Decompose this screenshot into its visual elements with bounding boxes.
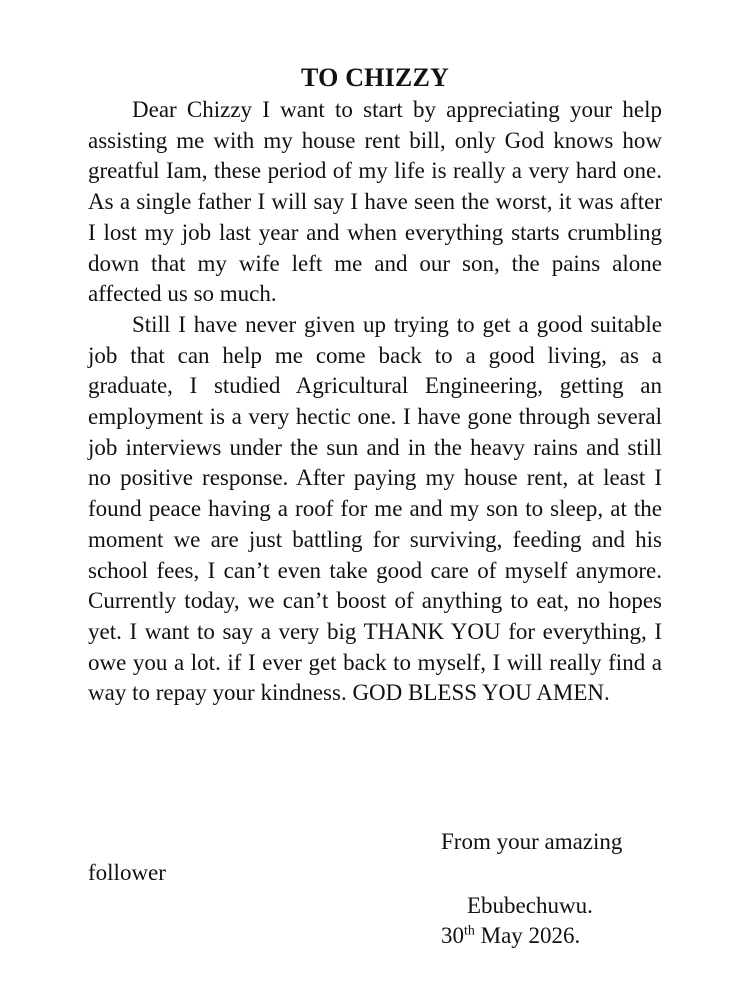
letter-title: TO CHIZZY bbox=[301, 63, 449, 92]
letter-date bbox=[441, 921, 580, 951]
signature: Ebubechuwu. bbox=[467, 893, 593, 918]
closing-line-2: follower bbox=[88, 860, 166, 885]
date-month-year: May 2026. bbox=[474, 923, 581, 948]
closing-line-1: From your amazing bbox=[441, 829, 623, 854]
date-day-suffix: th bbox=[464, 923, 475, 939]
paragraph-2: Still I have never given up trying to get a good suitable job that can help me come back to a good living, as a graduate, I studied Agricultural Engineering, getting an employment is a very hectic one. I have gone through several job interviews under the sun and in the heavy rains and still no positive response. After paying my house rent, at least I found peace having a roof for me and my son to sleep, at the moment we are just battling for surviving, feeding and his school fees, I can’t even take good care of myself anymore. Currently today, we can’t boost of anything to eat, no hopes yet. I want to say a very big THANK YOU for everything, I owe you a lot. if I ever get back to myself, I will really find a way to repay your kindness. GOD BLESS YOU AMEN. bbox=[88, 311, 662, 706]
date-day: 30 bbox=[441, 923, 464, 948]
paragraph-1: Dear Chizzy I want to start by appreciating your help assisting me with my house rent bill, only God knows how greatful Iam, these period of my life is really a very hard one. As a single father I will say I have seen the worst, it was after I lost my job last year and when everything starts crumbling down that my wife left me and our son, the pains alone affected us so much. bbox=[88, 97, 662, 307]
letter-body bbox=[88, 95, 662, 709]
